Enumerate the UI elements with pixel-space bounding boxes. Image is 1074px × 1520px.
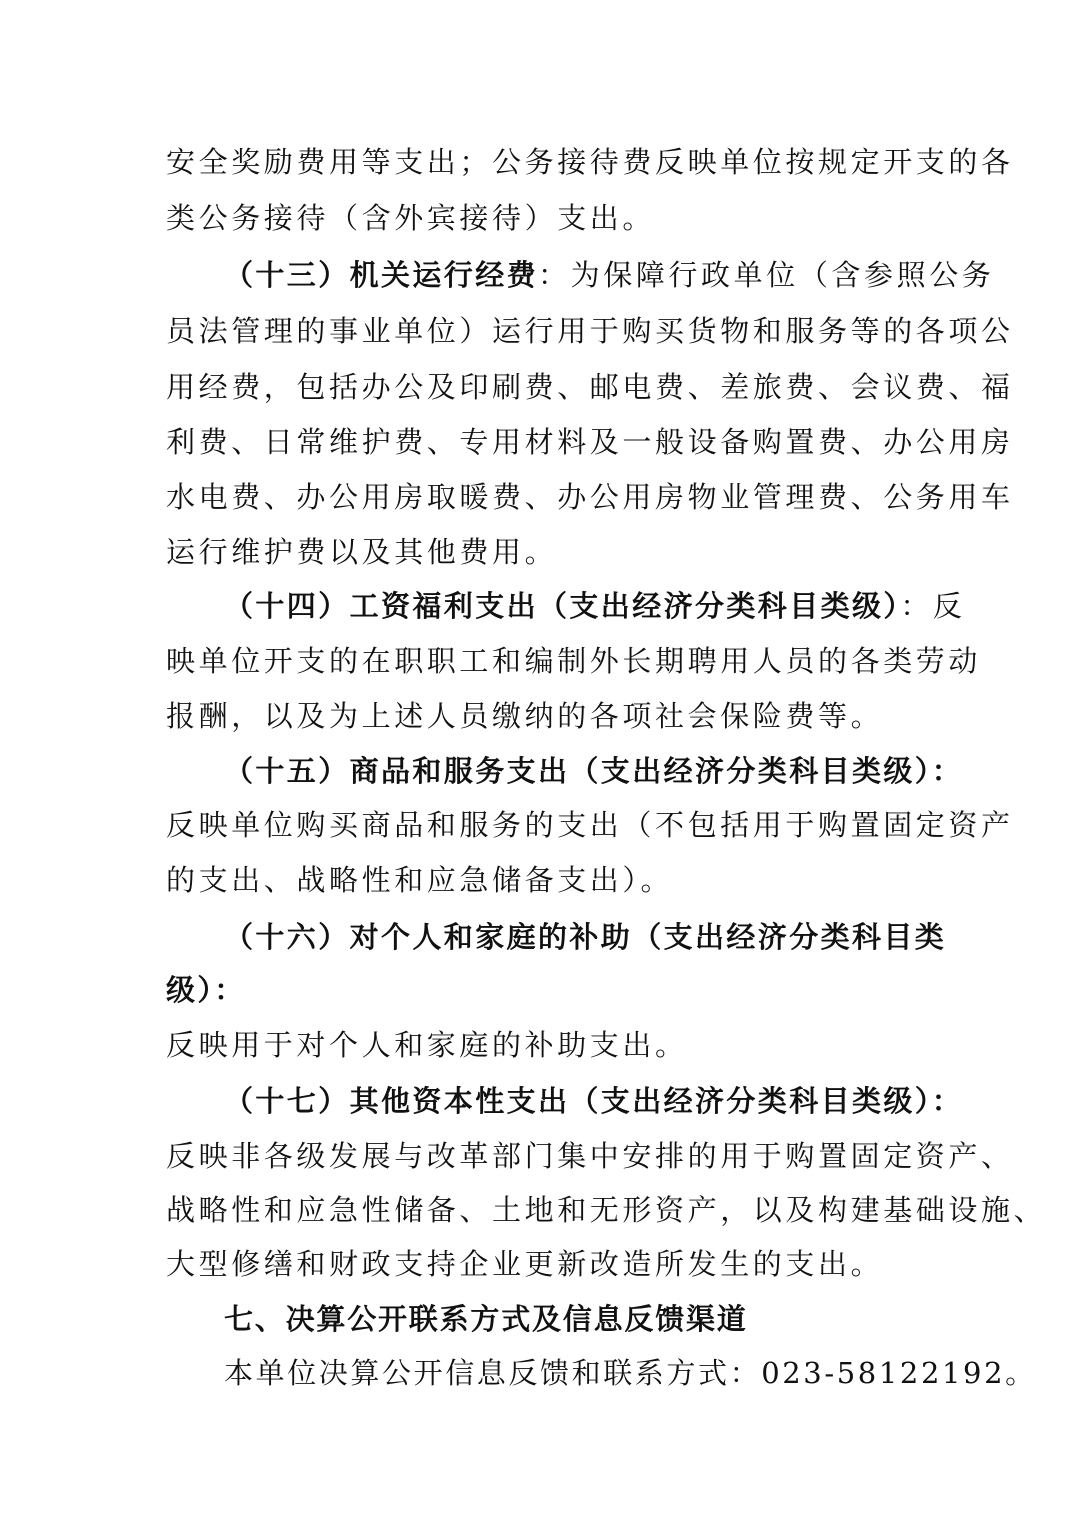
section-heading-7: 七、决算公开联系方式及信息反馈渠道 (224, 1302, 748, 1336)
paragraph-line: 类公务接待（含外宾接待）支出。 (166, 201, 656, 235)
paragraph-text: ：反 (900, 589, 966, 623)
paragraph-line: 反映用于对个人和家庭的补助支出。 (166, 1028, 688, 1062)
contact-line: 本单位决算公开信息反馈和联系方式：023-58122192。 (224, 1356, 1037, 1390)
section-title-13: （十三）机关运行经费 (224, 258, 539, 292)
paragraph-line: 映单位开支的在职职工和编制外长期聘用人员的各类劳动 (166, 644, 982, 678)
section-title-14: （十四）工资福利支出（支出经济分类科目类级） (224, 589, 901, 623)
paragraph-line: 战略性和应急性储备、土地和无形资产，以及构建基础设施、 (166, 1193, 1047, 1227)
paragraph-line: 大型修缮和财政支持企业更新改造所发生的支出。 (166, 1247, 884, 1281)
paragraph-13-first-line (224, 255, 995, 295)
paragraph-line: 的支出、战略性和应急储备支出）。 (166, 863, 674, 897)
paragraph-line: 用经费，包括办公及印刷费、邮电费、差旅费、会议费、福 (166, 370, 1014, 404)
section-title-15: （十五）商品和服务支出（支出经济分类科目类级）： (224, 754, 964, 788)
paragraph-14-first-line (224, 586, 984, 626)
paragraph-line: 运行维护费以及其他费用。 (166, 535, 558, 569)
paragraph-line: 反映单位购买商品和服务的支出（不包括用于购置固定资产 (166, 808, 1014, 842)
section-title-16: （十六）对个人和家庭的补助（支出经济分类科目类 (224, 920, 947, 954)
paragraph-line: 利费、日常维护费、专用材料及一般设备购置费、办公用房 (166, 425, 1014, 459)
paragraph-text: ：为保障行政单位（含参照公务 (538, 258, 995, 292)
paragraph-line: 报酬，以及为上述人员缴纳的各项社会保险费等。 (166, 699, 884, 733)
paragraph-line: 员法管理的事业单位）运行用于购买货物和服务等的各项公 (166, 314, 1014, 348)
paragraph-line: 水电费、办公用房取暖费、办公用房物业管理费、公务用车 (166, 480, 1014, 514)
paragraph-line: 安全奖励费用等支出；公务接待费反映单位按规定开支的各 (166, 145, 1014, 179)
paragraph-line: 反映非各级发展与改革部门集中安排的用于购置固定资产、 (166, 1139, 1014, 1173)
section-title-17: （十七）其他资本性支出（支出经济分类科目类级）： (224, 1084, 964, 1118)
section-title-16-cont: 级）： (166, 973, 246, 1007)
